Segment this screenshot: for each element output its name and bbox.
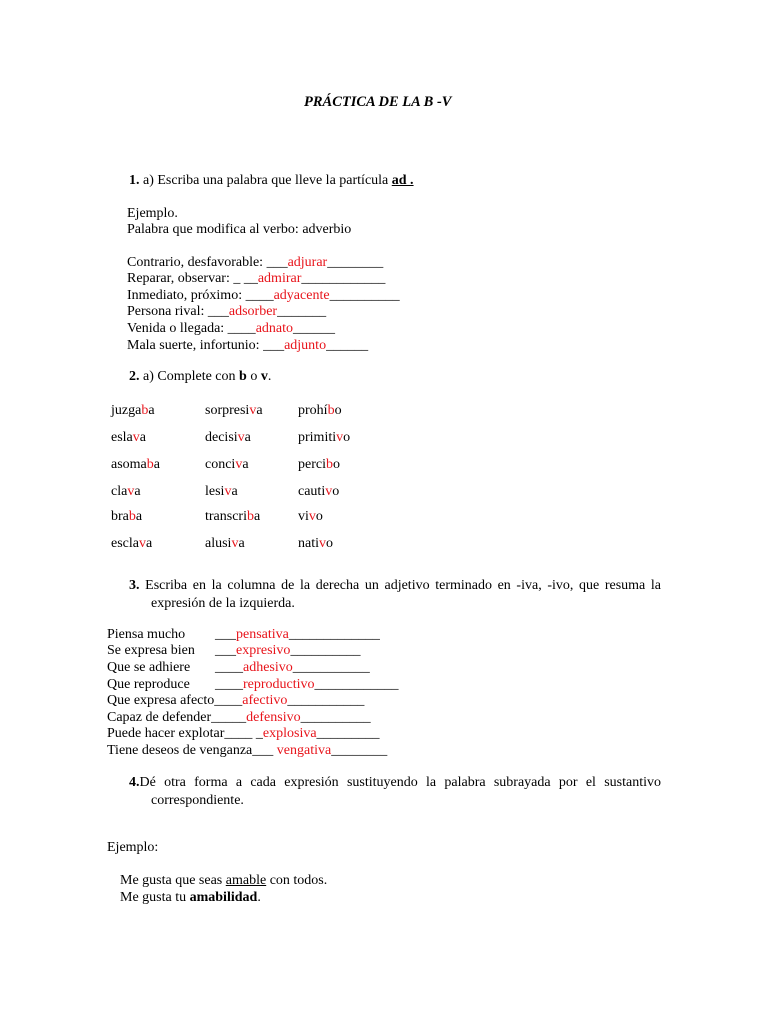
word-ending: a	[153, 457, 160, 472]
word-ending: a	[253, 509, 261, 524]
exercise-4-example-sentence	[120, 873, 327, 889]
answer-blank-start: _____	[211, 710, 247, 725]
fill-in-blank: ______	[326, 338, 369, 353]
fill-in-line	[127, 288, 400, 304]
word-ending: a	[238, 536, 245, 551]
adjective-answer: pensativa	[236, 627, 289, 642]
word-ending: a	[145, 536, 153, 551]
word-ending: o	[332, 484, 340, 499]
word-ending: a	[134, 484, 141, 499]
filled-letter: b	[141, 403, 149, 418]
fill-in-blank: ________	[327, 255, 384, 270]
filled-letter: b	[325, 457, 333, 472]
word-cell	[298, 430, 350, 446]
adjective-answer: afectivo	[242, 693, 288, 708]
word-ending: o	[315, 509, 323, 524]
word-cell	[111, 509, 142, 525]
word-stem: conci	[205, 457, 236, 472]
exercise-2-prompt	[129, 369, 271, 385]
fill-in-answer: adyacente	[273, 288, 330, 303]
exercise-4-example-answer	[120, 890, 261, 906]
fill-in-prompt: Mala suerte, infortunio: ___	[127, 338, 285, 353]
answer-blank-end: ____________	[314, 677, 399, 692]
answer-blank-start: ___	[215, 627, 236, 642]
exercise-3-prompt-line1	[129, 578, 661, 594]
expression-label: Que reproduce	[107, 677, 190, 692]
exercise-2-period: .	[267, 369, 272, 384]
answer-blank-start: ___	[215, 643, 236, 658]
fill-in-line	[127, 271, 385, 287]
filled-letter: v	[138, 536, 146, 551]
answer-blank-end: ___________	[292, 660, 370, 675]
fill-in-prompt: Contrario, desfavorable: ___	[127, 255, 288, 270]
exercise-1-example-text: Palabra que modifica al verbo: adverbio	[127, 222, 352, 237]
filled-letter: b	[146, 457, 154, 472]
answer-blank-end: _________	[316, 726, 380, 741]
word-stem: bra	[111, 509, 129, 524]
fill-in-answer: adjurar	[287, 255, 328, 270]
word-stem: primiti	[298, 430, 337, 445]
exercise-4-example-label: Ejemplo:	[107, 840, 159, 855]
filled-letter: b	[246, 509, 254, 524]
word-stem: prohí	[298, 403, 328, 418]
word-ending: a	[256, 403, 263, 418]
exercise-4-prompt-line2: correspondiente.	[151, 793, 244, 808]
word-cell	[111, 484, 141, 500]
word-stem: cla	[111, 484, 128, 499]
word-stem: asoma	[111, 457, 147, 472]
word-cell	[298, 484, 339, 500]
answer-blank-start: ____	[215, 677, 243, 692]
word-ending: a	[139, 430, 146, 445]
word-cell	[298, 536, 333, 552]
exercise-1-instruction: a) Escriba una palabra que lleve la partícula	[139, 173, 392, 188]
answer-blank-end: __________	[300, 710, 371, 725]
word-stem: vi	[298, 509, 309, 524]
word-cell	[205, 484, 238, 500]
filled-letter: v	[325, 484, 333, 499]
adjective-answer: adhesivo	[243, 660, 293, 675]
fill-in-answer: adnato	[255, 321, 294, 336]
adjective-answer-line	[211, 710, 370, 726]
expression-label: Que expresa afecto	[107, 693, 215, 708]
fill-in-line	[127, 321, 335, 337]
answer-blank-end: _____________	[288, 627, 380, 642]
exercise-2-number: 2.	[129, 369, 140, 384]
adjective-answer-line	[214, 693, 364, 709]
underlined-word: amable	[225, 873, 267, 888]
example-sentence-start: Me gusta que seas	[120, 873, 226, 888]
word-cell	[111, 430, 146, 446]
word-stem: perci	[298, 457, 326, 472]
expression-label: Capaz de defender	[107, 710, 212, 725]
fill-in-line	[127, 255, 383, 271]
example-sentence-end: con todos.	[266, 873, 328, 888]
fill-in-prompt: Venida o llegada: ____	[127, 321, 256, 336]
exercise-1-example-label: Ejemplo.	[127, 206, 178, 221]
exercise-2-connector: o	[246, 369, 261, 384]
word-cell	[298, 509, 323, 525]
answer-blank-start: ___	[252, 743, 277, 758]
word-cell	[111, 403, 155, 419]
filled-letter: v	[336, 430, 344, 445]
word-ending: a	[242, 457, 249, 472]
expression-label: Se expresa bien	[107, 643, 195, 658]
exercise-4-number: 4.	[129, 775, 140, 790]
adjective-answer: explosiva	[262, 726, 317, 741]
filled-letter: v	[127, 484, 135, 499]
word-stem: alusi	[205, 536, 232, 551]
adjective-answer-line	[252, 743, 387, 759]
word-cell	[298, 457, 340, 473]
example-answer-end: .	[257, 890, 261, 905]
fill-in-line	[127, 338, 368, 354]
adjective-answer: vengativa	[276, 743, 332, 758]
word-ending: a	[231, 484, 238, 499]
fill-in-prompt: Inmediato, próximo: ____	[127, 288, 274, 303]
filled-letter: v	[308, 509, 316, 524]
answer-blank-start: ____	[215, 660, 243, 675]
fill-in-answer: adsorber	[228, 304, 278, 319]
word-ending: a	[135, 509, 143, 524]
adjective-answer-line	[215, 627, 380, 643]
word-stem: lesi	[205, 484, 225, 499]
word-cell	[111, 457, 160, 473]
answer-blank-start: ____ _	[224, 726, 263, 741]
word-stem: juzga	[111, 403, 142, 418]
fill-in-blank: __________	[329, 288, 400, 303]
adjective-answer: reproductivo	[243, 677, 315, 692]
filled-letter: b	[327, 403, 335, 418]
exercise-1-prompt	[129, 173, 414, 189]
word-stem: sorpresi	[205, 403, 250, 418]
filled-letter: v	[235, 457, 243, 472]
adjective-answer-line	[215, 677, 399, 693]
answer-blank-start: ____	[214, 693, 243, 708]
word-stem: cauti	[298, 484, 326, 499]
adjective-answer: defensivo	[246, 710, 301, 725]
adjective-answer-line	[224, 726, 379, 742]
exercise-1-number: 1.	[129, 173, 140, 188]
page-title: PRÁCTICA DE LA B -V	[304, 94, 452, 110]
answer-blank-end: __________	[290, 643, 361, 658]
letter-v: v	[260, 369, 268, 384]
word-stem: nati	[298, 536, 319, 551]
word-ending: a	[244, 430, 251, 445]
example-answer-start: Me gusta tu	[120, 890, 190, 905]
word-ending: o	[343, 430, 351, 445]
filled-letter: v	[319, 536, 326, 551]
word-cell	[111, 536, 152, 552]
fill-in-blank: ____________	[301, 271, 386, 286]
word-stem: decisi	[205, 430, 238, 445]
word-cell	[205, 457, 249, 473]
exercise-4-prompt-line1	[129, 775, 661, 791]
word-cell	[205, 430, 251, 446]
fill-in-blank: _______	[277, 304, 327, 319]
word-cell	[298, 403, 342, 419]
filled-letter: v	[132, 430, 140, 445]
filled-letter: v	[224, 484, 232, 499]
fill-in-answer: admirar	[257, 271, 302, 286]
word-stem: escla	[111, 536, 139, 551]
answer-blank-end: ________	[331, 743, 388, 758]
expression-label: Tiene deseos de venganza	[107, 743, 253, 758]
word-stem: esla	[111, 430, 133, 445]
fill-in-answer: adjunto	[284, 338, 327, 353]
fill-in-prompt: Persona rival: ___	[127, 304, 229, 319]
word-ending: a	[148, 403, 155, 418]
fill-in-prompt: Reparar, observar: _ __	[127, 271, 258, 286]
word-cell	[205, 509, 260, 525]
word-ending: o	[334, 403, 342, 418]
answer-noun: amabilidad	[189, 890, 258, 905]
expression-label: Puede hacer explotar	[107, 726, 225, 741]
expression-label: Piensa mucho	[107, 627, 186, 642]
filled-letter: v	[249, 403, 257, 418]
answer-blank-end: ___________	[287, 693, 365, 708]
expression-label: Que se adhiere	[107, 660, 191, 675]
exercise-3-number: 3.	[129, 578, 140, 593]
adjective-answer: expresivo	[236, 643, 291, 658]
fill-in-line	[127, 304, 326, 320]
letter-b: b	[239, 369, 247, 384]
word-cell	[205, 403, 263, 419]
word-cell	[205, 536, 245, 552]
word-ending: o	[332, 457, 340, 472]
exercise-3-prompt-line2: expresión de la izquierda.	[151, 596, 295, 611]
filled-letter: v	[237, 430, 245, 445]
filled-letter: b	[128, 509, 136, 524]
exercise-1-particle: ad .	[391, 173, 414, 188]
exercise-4-instruction: Dé otra forma a cada expresión sustituyendo la palabra subrayada por el sustantivo	[139, 775, 661, 790]
adjective-answer-line	[215, 643, 360, 659]
word-stem: transcri	[205, 509, 247, 524]
word-ending: o	[326, 536, 333, 551]
adjective-answer-line	[215, 660, 370, 676]
fill-in-blank: ______	[293, 321, 336, 336]
filled-letter: v	[231, 536, 239, 551]
exercise-2-instruction: a) Complete con	[139, 369, 240, 384]
exercise-3-instruction: Escriba en la columna de la derecha un adjetivo terminado en -iva, -ivo, que resuma la	[145, 578, 662, 593]
